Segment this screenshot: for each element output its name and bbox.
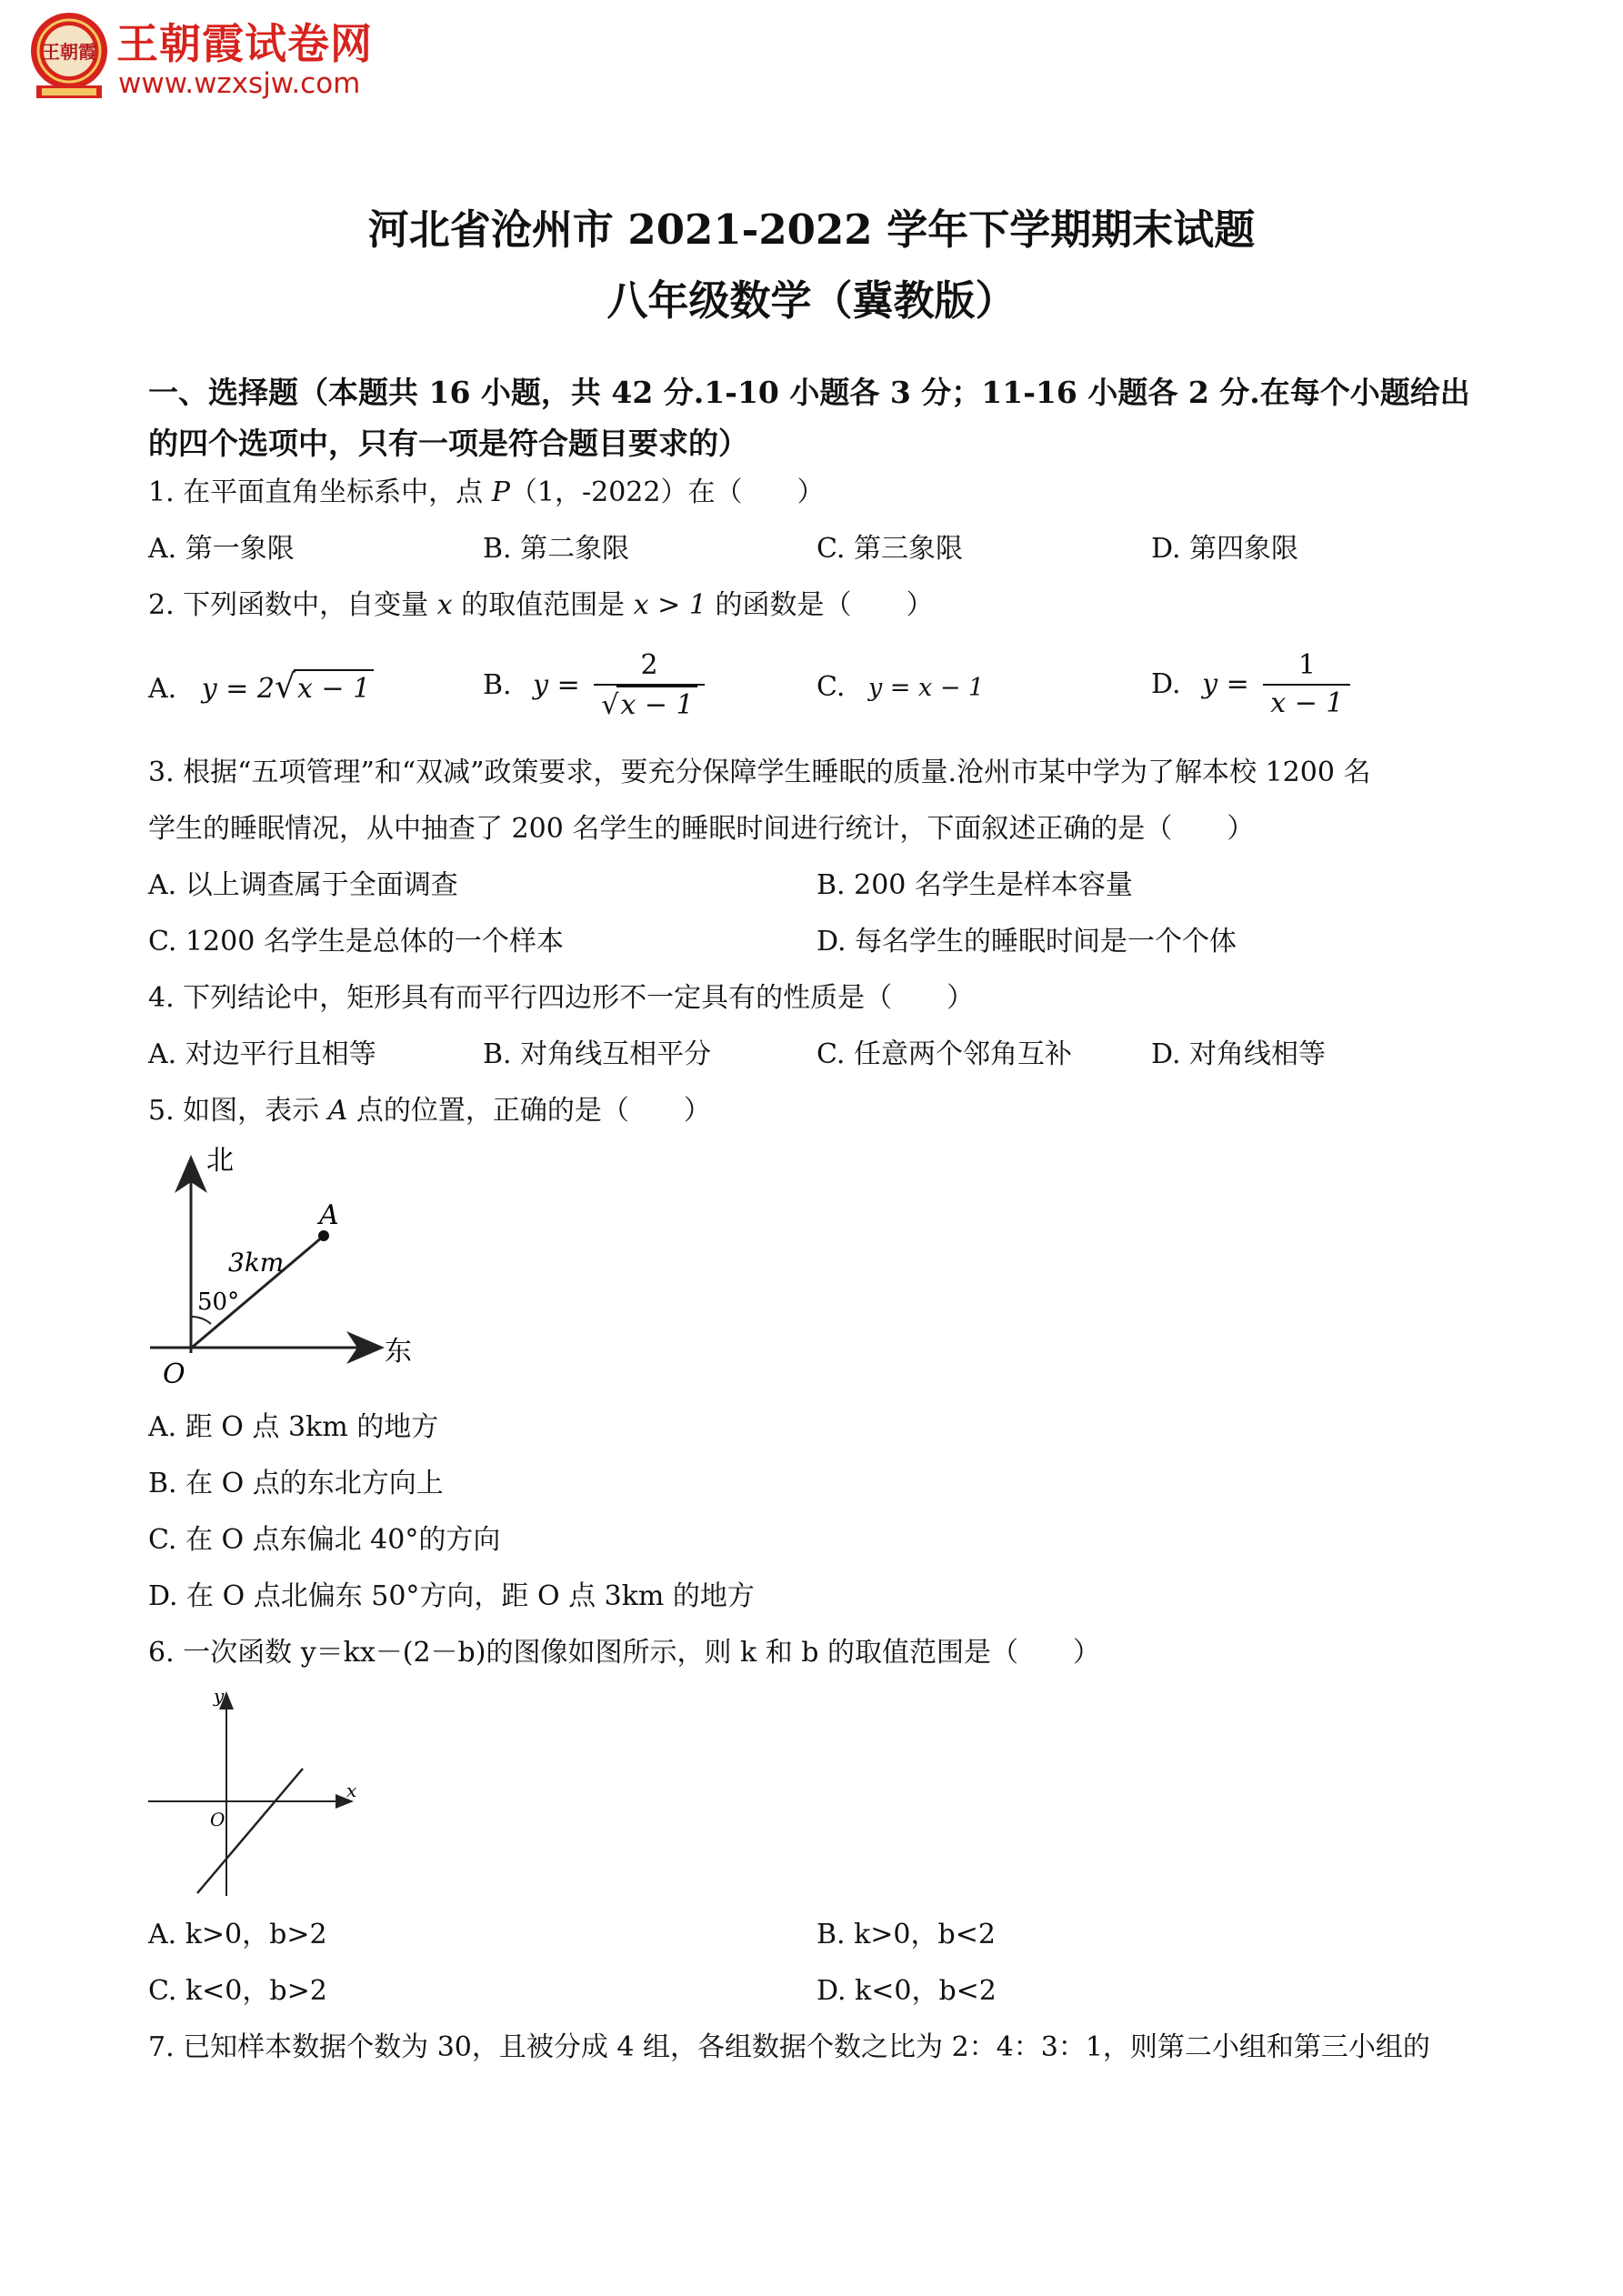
question-3-line2: 学生的睡眠情况，从中抽查了 200 名学生的睡眠时间进行统计，下面叙述正确的是（ ） bbox=[148, 813, 1255, 845]
q2-var-x: x bbox=[436, 589, 453, 621]
q2-b-lhs: y = bbox=[533, 669, 580, 701]
question-3-line1: 3. 根据“五项管理”和“双减”政策要求，要充分保障学生睡眠的质量.沧州市某中学为了解本校 1200 名 bbox=[148, 757, 1371, 788]
seal-text: 王朝霞 bbox=[42, 41, 96, 63]
q2-d-fraction bbox=[1263, 647, 1350, 722]
q2-text-c: 的函数是（ ） bbox=[706, 589, 934, 621]
q2-c-label: C. bbox=[817, 671, 846, 703]
q3-option-b[interactable]: B. 200 名学生是样本容量 bbox=[817, 869, 1133, 901]
origin-label: O bbox=[163, 1359, 185, 1390]
point-a bbox=[318, 1230, 329, 1241]
q2-text-b: 的取值范围是 bbox=[452, 589, 634, 621]
q2-c-expr: y = x − 1 bbox=[867, 674, 985, 702]
q2-a-radicand: x − 1 bbox=[294, 669, 374, 707]
section-heading-cont: 的四个选项中，只有一项是符合题目要求的） bbox=[148, 426, 748, 461]
q5-option-a[interactable]: A. 距 O 点 3km 的地方 bbox=[148, 1411, 439, 1443]
angle-arc bbox=[191, 1317, 211, 1324]
north-label: 北 bbox=[206, 1145, 234, 1177]
q4-option-d[interactable]: D. 对角线相等 bbox=[1151, 1038, 1327, 1070]
site-watermark bbox=[25, 9, 407, 109]
q1-option-d[interactable]: D. 第四象限 bbox=[1151, 533, 1299, 565]
q2-option-a[interactable] bbox=[148, 669, 374, 707]
q2-d-denominator: x − 1 bbox=[1263, 684, 1350, 722]
seal-logo-icon bbox=[25, 9, 113, 104]
q2-option-d[interactable] bbox=[1151, 647, 1350, 722]
q5-text-b: 点的位置，正确的是（ ） bbox=[347, 1095, 711, 1127]
q6-option-b[interactable]: B. k>0，b<2 bbox=[817, 1919, 996, 1950]
q2-d-numerator: 1 bbox=[1297, 649, 1316, 681]
q2-option-c[interactable] bbox=[817, 669, 984, 707]
q1-text-b: （1，-2022）在（ ） bbox=[509, 476, 825, 508]
q5-point-a: A bbox=[327, 1095, 348, 1127]
q2-a-lhs: y = 2 bbox=[201, 673, 275, 705]
q5-direction-figure bbox=[141, 1144, 432, 1394]
east-label: 东 bbox=[385, 1336, 412, 1368]
q5-option-d[interactable]: D. 在 O 点北偏东 50°方向，距 O 点 3km 的地方 bbox=[148, 1580, 755, 1612]
q2-b-denominator bbox=[594, 684, 704, 724]
question-1-stem bbox=[148, 475, 824, 511]
question-2-stem bbox=[148, 587, 933, 624]
q2-d-label: D. bbox=[1151, 668, 1181, 700]
question-7-stem: 7. 已知样本数据个数为 30，且被分成 4 组，各组数据个数之比为 2：4：3：1，则第二小组和第三小组的 bbox=[148, 2031, 1430, 2063]
q2-option-b[interactable] bbox=[483, 647, 705, 724]
q2-b-radicand: x − 1 bbox=[616, 686, 696, 724]
function-line bbox=[197, 1769, 303, 1893]
q1-text-a: 1. 在平面直角坐标系中，点 bbox=[148, 476, 492, 508]
q3-option-d[interactable]: D. 每名学生的睡眠时间是一个个体 bbox=[817, 926, 1237, 958]
exam-title: 河北省沧州市 2021-2022 学年下学期期末试题 bbox=[367, 206, 1256, 254]
distance-label: 3km bbox=[228, 1248, 285, 1278]
q2-a-label: A. bbox=[148, 673, 177, 705]
q6-option-c[interactable]: C. k<0，b>2 bbox=[148, 1975, 327, 2007]
q2-condition: x > 1 bbox=[633, 589, 706, 621]
q3-option-a[interactable]: A. 以上调查属于全面调查 bbox=[148, 869, 458, 901]
q2-b-numerator: 2 bbox=[640, 649, 658, 681]
question-6-stem: 6. 一次函数 y＝kx－(2－b)的图像如图所示，则 k 和 b 的取值范围是（ ） bbox=[148, 1637, 1100, 1669]
sqrt-icon: √ bbox=[275, 668, 296, 706]
q6-graph-figure bbox=[141, 1682, 377, 1905]
q4-option-b[interactable]: B. 对角线互相平分 bbox=[483, 1038, 712, 1070]
q2-b-label: B. bbox=[483, 669, 512, 701]
section-heading: 一、选择题（本题共 16 小题，共 42 分.1-10 小题各 3 分；11-16 小题各 2 分.在每个小题给出 bbox=[148, 375, 1470, 410]
brand-name: 王朝霞试卷网 bbox=[116, 19, 373, 68]
origin-label: O bbox=[210, 1809, 225, 1830]
q5-option-c[interactable]: C. 在 O 点东偏北 40°的方向 bbox=[148, 1524, 501, 1556]
q4-option-a[interactable]: A. 对边平行且相等 bbox=[148, 1038, 376, 1070]
q3-option-c[interactable]: C. 1200 名学生是总体的一个样本 bbox=[148, 926, 564, 958]
q1-option-b[interactable]: B. 第二象限 bbox=[483, 533, 630, 565]
q1-option-c[interactable]: C. 第三象限 bbox=[817, 533, 963, 565]
q4-option-c[interactable]: C. 任意两个邻角互补 bbox=[817, 1038, 1072, 1070]
q1-option-a[interactable]: A. 第一象限 bbox=[148, 533, 295, 565]
x-axis-label: x bbox=[346, 1780, 357, 1801]
q1-point-p: P bbox=[491, 476, 510, 508]
q5-text-a: 5. 如图，表示 bbox=[148, 1095, 328, 1127]
sqrt-icon: √ bbox=[601, 689, 619, 721]
angle-label: 50° bbox=[197, 1288, 240, 1316]
exam-subtitle: 八年级数学（冀教版） bbox=[606, 276, 1017, 325]
point-a-label: A bbox=[319, 1199, 339, 1231]
q2-text-a: 2. 下列函数中，自变量 bbox=[148, 589, 437, 621]
y-axis-label: y bbox=[214, 1685, 225, 1707]
q2-d-lhs: y = bbox=[1202, 668, 1249, 700]
question-4-stem: 4. 下列结论中，矩形具有而平行四边形不一定具有的性质是（ ） bbox=[148, 982, 975, 1014]
question-5-stem bbox=[148, 1093, 711, 1129]
q2-b-fraction bbox=[594, 647, 704, 724]
brand-url[interactable]: www.wzxsjw.com bbox=[118, 67, 361, 100]
q6-option-a[interactable]: A. k>0，b>2 bbox=[148, 1919, 327, 1950]
q6-option-d[interactable]: D. k<0，b<2 bbox=[817, 1975, 997, 2007]
q5-option-b[interactable]: B. 在 O 点的东北方向上 bbox=[148, 1468, 444, 1499]
